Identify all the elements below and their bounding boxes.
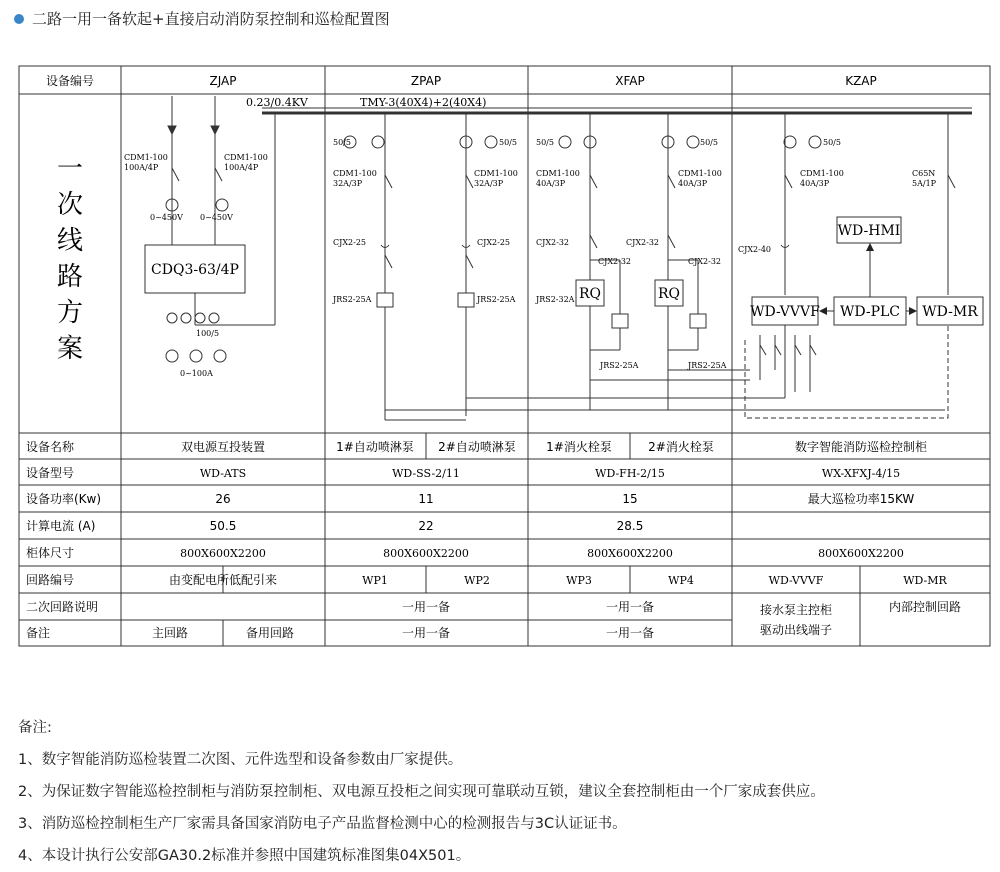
- table-cell: 2#消火栓泵: [648, 440, 714, 454]
- scheme-char: 方: [56, 298, 84, 328]
- table-cell: 800X600X2200: [818, 547, 904, 560]
- zpap-contactor1: CJX2-25: [333, 238, 366, 247]
- title-text: 二路一用一备软起+直接启动消防泵控制和巡检配置图: [32, 10, 390, 28]
- mr-label: WD-MR: [922, 304, 978, 320]
- table-cell: WP2: [464, 574, 490, 587]
- table-cell: 一用一备: [605, 600, 655, 614]
- table-cell: 800X600X2200: [383, 547, 469, 560]
- table-cell: 数字智能消防巡检控制柜: [794, 440, 928, 454]
- zjap-volt1: 0~450V: [150, 213, 183, 222]
- scheme-char: 路: [56, 262, 84, 292]
- xfap-breaker1-rating: 40A/3P: [536, 179, 566, 188]
- table-cell: 15: [622, 492, 638, 506]
- table-cell: WD-ATS: [199, 467, 247, 480]
- xfap-bypass2: CJX2-32: [688, 257, 721, 266]
- kzap-ct: 50/5: [823, 138, 841, 147]
- note-item: 3、消防巡检控制柜生产厂家需具备国家消防电子产品监督检测中心的检测报告与3C认证证书。: [18, 816, 627, 832]
- table-cell: WD-SS-2/11: [392, 467, 460, 480]
- kzap-breaker2-rating: 5A/1P: [912, 179, 937, 188]
- table-cell: 800X600X2200: [587, 547, 673, 560]
- table-cell: 由变配电所低配引来: [168, 573, 278, 587]
- xfap-breaker2-rating: 40A/3P: [678, 179, 708, 188]
- xfap-breaker2: CDM1-100: [678, 169, 722, 178]
- notes-heading: 备注:: [18, 720, 52, 736]
- scheme-char: 案: [56, 334, 84, 364]
- xfap-bypass1: CJX2-32: [598, 257, 631, 266]
- table-cell: 1#消火栓泵: [546, 440, 612, 454]
- ats-label: CDQ3-63/4P: [151, 262, 239, 278]
- zpap-breaker2: CDM1-100: [474, 169, 518, 178]
- zpap-breaker2-rating: 32A/3P: [474, 179, 504, 188]
- row-label-device-name: 设备名称: [26, 440, 75, 454]
- table-cell: 22: [418, 519, 434, 533]
- table-cell: 一用一备: [401, 626, 451, 640]
- table-cell: 1#自动喷淋泵: [336, 440, 414, 454]
- table-cell: 28.5: [616, 519, 644, 533]
- col-zjap: ZJAP: [209, 74, 237, 88]
- row-label-model: 设备型号: [26, 466, 75, 480]
- zjap-breaker1: CDM1-100: [124, 153, 168, 162]
- scheme-char: 线: [56, 226, 84, 256]
- kzap-breaker1-rating: 40A/3P: [800, 179, 830, 188]
- zjap-breaker2-rating: 100A/4P: [224, 163, 259, 172]
- plc-label: WD-PLC: [839, 304, 901, 320]
- row-label-current: 计算电流 (A): [26, 519, 96, 533]
- xfap-ct2: 50/5: [700, 138, 718, 147]
- table-cell: 50.5: [209, 519, 237, 533]
- zjap-breaker2: CDM1-100: [224, 153, 268, 162]
- hmi-label: WD-HMI: [837, 223, 901, 239]
- table-cell: 双电源互投装置: [180, 440, 266, 454]
- header-label: 设备编号: [45, 74, 95, 88]
- table-cell: WP1: [362, 574, 388, 587]
- zpap-ct1: 50/5: [333, 138, 351, 147]
- table-cell: 26: [215, 492, 231, 506]
- xfap-breaker1: CDM1-100: [536, 169, 580, 178]
- note-item: 4、本设计执行公安部GA30.2标准并参照中国建筑标准图集04X501。: [18, 848, 471, 864]
- xfap-contactor2: CJX2-32: [626, 238, 659, 247]
- table-cell: 备用回路: [245, 626, 295, 640]
- zpap-contactor2: CJX2-25: [477, 238, 510, 247]
- zpap-breaker1: CDM1-100: [333, 169, 377, 178]
- note-item: 2、为保证数字智能巡检控制柜与消防泵控制柜、双电源互投柜之间实现可靠联动互锁，建议全套控制柜由一个厂家成套供应。: [18, 784, 825, 800]
- col-kzap: KZAP: [845, 74, 877, 88]
- softstart2-label: RQ: [657, 286, 681, 302]
- zpap-relay2: JRS2-25A: [477, 295, 516, 304]
- zjap-ammeter: 0~100A: [180, 369, 213, 378]
- zpap-ct2: 50/5: [499, 138, 517, 147]
- table-cell: 驱动出线端子: [759, 623, 833, 637]
- zpap-relay1: JRS2-25A: [333, 295, 372, 304]
- table-cell: 接水泵主控柜: [759, 603, 833, 617]
- row-label-remark: 备注: [26, 626, 51, 640]
- table-cell: 一用一备: [605, 626, 655, 640]
- table-cell: WP4: [668, 574, 694, 587]
- xfap-relay2a: JRS2-25A: [600, 361, 639, 370]
- note-item: 1、数字智能消防巡检装置二次图、元件选型和设备参数由厂家提供。: [18, 752, 463, 768]
- xfap-relay2b: JRS2-25A: [688, 361, 727, 370]
- kzap-breaker2: C65N: [912, 169, 936, 178]
- table-cell: WP3: [566, 574, 592, 587]
- zjap-breaker1-rating: 100A/4P: [124, 163, 159, 172]
- zpap-breaker1-rating: 32A/3P: [333, 179, 363, 188]
- xfap-relay1: JRS2-32A: [536, 295, 575, 304]
- col-zpap: ZPAP: [410, 74, 442, 88]
- zjap-ct: 100/5: [196, 329, 220, 338]
- xfap-contactor1: CJX2-32: [536, 238, 569, 247]
- row-label-secondary: 二次回路说明: [26, 600, 99, 614]
- bus-voltage: 0.23/0.4KV: [246, 96, 308, 109]
- scheme-char: 次: [56, 190, 84, 220]
- col-xfap: XFAP: [615, 74, 645, 88]
- table-cell: 11: [418, 492, 434, 506]
- softstart1-label: RQ: [578, 286, 602, 302]
- vvvf-label: WD-VVVF: [750, 304, 820, 320]
- xfap-ct1: 50/5: [536, 138, 554, 147]
- busbar-spec: TMY-3(40X4)+2(40X4): [360, 96, 487, 109]
- table-cell: 2#自动喷淋泵: [438, 440, 516, 454]
- zjap-volt2: 0~450V: [200, 213, 233, 222]
- row-label-circuit: 回路编号: [26, 573, 75, 587]
- scheme-char: 一: [56, 154, 84, 184]
- row-label-size: 柜体尺寸: [26, 546, 75, 560]
- table-cell: WD-VVVF: [768, 574, 824, 587]
- table-cell: WX-XFXJ-4/15: [821, 467, 901, 480]
- row-label-power: 设备功率(Kw): [26, 492, 102, 506]
- table-cell: 一用一备: [401, 600, 451, 614]
- table-cell: 主回路: [151, 626, 189, 640]
- table-cell: WD-MR: [903, 574, 947, 587]
- table-cell: WD-FH-2/15: [595, 467, 665, 480]
- kzap-contactor: CJX2-40: [738, 245, 771, 254]
- table-cell: 800X600X2200: [180, 547, 266, 560]
- notes-section: [18, 712, 825, 872]
- kzap-breaker1: CDM1-100: [800, 169, 844, 178]
- table-cell: 最大巡检功率15KW: [807, 492, 915, 506]
- table-cell: 内部控制回路: [888, 600, 962, 614]
